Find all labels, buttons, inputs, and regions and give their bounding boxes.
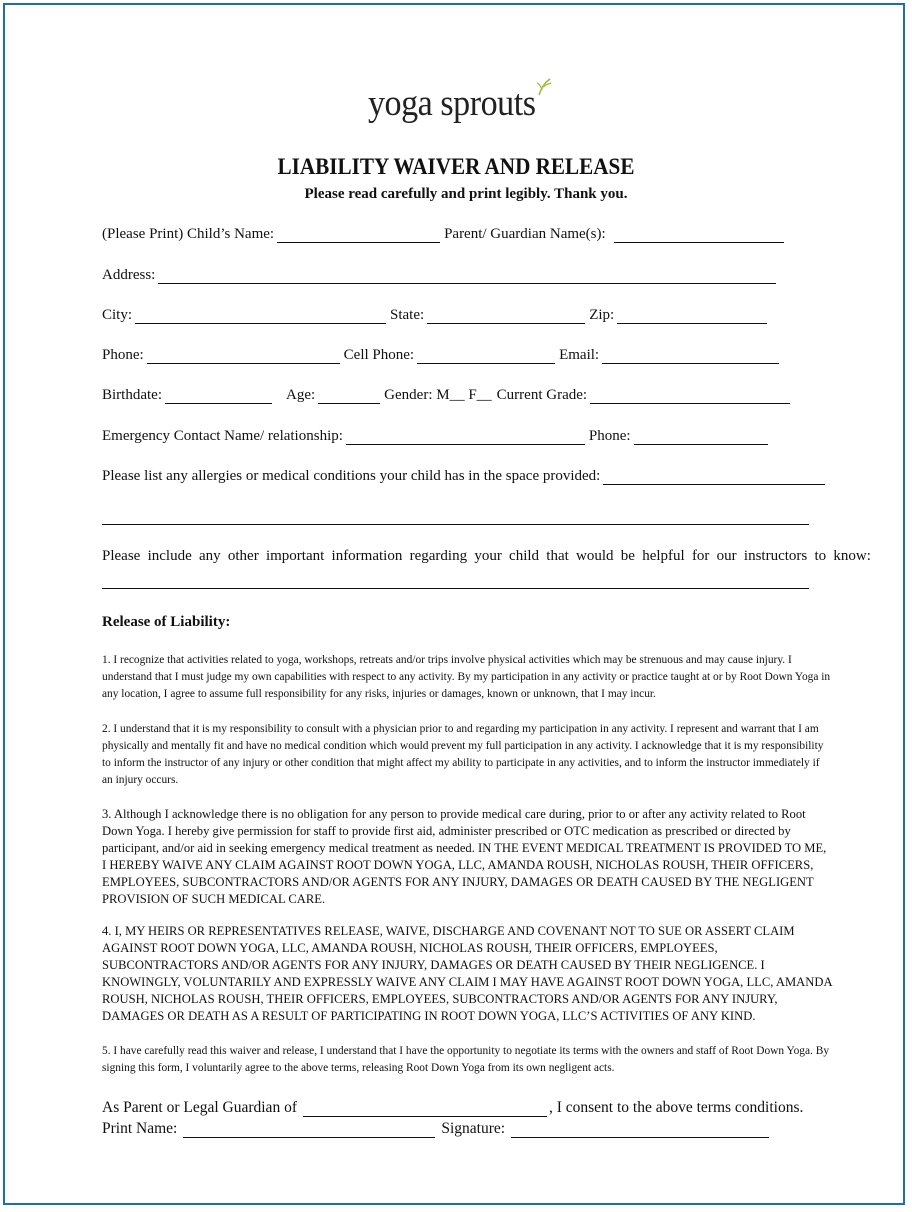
phone-field[interactable] (147, 349, 340, 364)
email-label: Email: (559, 347, 600, 363)
signature-field[interactable] (511, 1123, 769, 1138)
age-field[interactable] (318, 389, 380, 404)
signature-label: Signature: (441, 1120, 506, 1137)
row-names (102, 226, 788, 243)
allergies-extra-line[interactable] (102, 524, 809, 525)
state-label: State: (390, 307, 425, 323)
row-city (102, 307, 771, 324)
logo-text: yoga sprouts (368, 83, 536, 124)
consent-prefix: As Parent or Legal Guardian of (102, 1099, 297, 1116)
row-birthdate (102, 387, 794, 404)
zip-label: Zip: (589, 307, 615, 323)
other-info-label: Please include any other important information regarding your child that would be helpful for our instructors to know: (102, 548, 871, 564)
cell-phone-label: Cell Phone: (343, 347, 415, 363)
city-field[interactable] (135, 309, 386, 324)
cell-phone-field[interactable] (417, 349, 555, 364)
paragraph-2: 2. I understand that it is my responsibility to consult with a physician prior to and regarding my participation in any activity. I represent and warrant that I am physically and mentally fit and have no medical condition which would prevent my full participation in any activity. I acknowledge that it is my responsibility to inform the instructor of any injury or other condition that might affect my ability to participate in any activities, and to inform the instructor immediately if an injury occurs. (102, 723, 824, 786)
signature-row (102, 1120, 773, 1138)
sprout-icon (536, 80, 553, 102)
phone-label: Phone: (102, 347, 144, 363)
birthdate-label: Birthdate: (102, 387, 162, 403)
print-name-field[interactable] (183, 1123, 435, 1138)
current-grade-field[interactable] (590, 389, 790, 404)
allergies-field[interactable] (603, 470, 825, 485)
parent-name-label: Parent/ Guardian Name(s): (444, 226, 606, 242)
other-info-line[interactable] (102, 588, 809, 589)
address-field[interactable] (158, 269, 776, 284)
paragraph-1: 1. I recognize that activities related to yoga, workshops, retreats and/or trips involve physical activities which may be strenuous and may cause injury. I understand that I must judge my own capabilities with respect to any activity. By my participation in any activity or practice taught at or by Root Down Yoga in any location, I agree to assume full responsibility for any risks, injuries or damages, known or unknown, that I may incur. (102, 654, 831, 700)
current-grade-label: Current Grade: (496, 387, 588, 403)
form-subtitle: Please read carefully and print legibly. Thank you. (304, 186, 628, 202)
gender-label[interactable]: Gender: M__ F__ (384, 387, 492, 403)
row-address (102, 267, 780, 284)
minor-name-field[interactable] (303, 1102, 547, 1117)
allergies-label: Please list any allergies or medical conditions your child has in the space provided: (102, 468, 601, 484)
age-label: Age: (286, 387, 316, 403)
consent-suffix: , I consent to the above terms conditions. (548, 1099, 804, 1116)
print-name-label: Print Name: (102, 1120, 178, 1137)
zip-field[interactable] (617, 309, 767, 324)
city-label: City: (102, 307, 133, 323)
row-allergies (102, 468, 829, 485)
address-label: Address: (102, 267, 156, 283)
emergency-contact-field[interactable] (346, 430, 585, 445)
emergency-phone-field[interactable] (634, 430, 768, 445)
birthdate-field[interactable] (165, 389, 272, 404)
logo (368, 82, 552, 125)
child-name-label: (Please Print) Child’s Name: (102, 226, 275, 242)
paragraph-3: 3. Although I acknowledge there is no obligation for any person to provide medical care during, prior to or after any activity related to Root Down Yoga. I hereby give permission for staff to provide first aid, administer prescribed or OTC medication as prescribed or directed by participant, and/or aid in seeking emergency medical treatment as needed. IN THE EVENT MEDICAL TREATMENT IS PROVIDED TO ME, I HEREBY WAIVE ANY CLAIM AGAINST ROOT DOWN YOGA, LLC, AMANDA ROUSH, NICHOLAS ROUSH, THEIR OFFICERS, EMPLOYEES, SUBCONTRACTORS AND/OR AGENTS FOR ANY INJURY, DAMAGES OR DEATH CAUSED BY THE NEGLIGENT PROVISION OF SUCH MEDICAL CARE. (102, 807, 827, 906)
emergency-phone-label: Phone: (588, 428, 631, 444)
emergency-contact-label: Emergency Contact Name/ relationship: (102, 428, 343, 444)
row-other-info (102, 548, 871, 565)
consent-row (102, 1099, 803, 1117)
parent-name-field[interactable] (614, 228, 784, 243)
state-field[interactable] (427, 309, 585, 324)
email-field[interactable] (602, 349, 779, 364)
row-phone (102, 347, 783, 364)
paragraph-5: 5. I have carefully read this waiver and release, I understand that I have the opportunity to negotiate its terms with the owners and staff of Root Down Yoga. By signing this form, I voluntarily agree to the above terms, releasing Root Down Yoga from its own negligent acts. (102, 1045, 830, 1074)
paragraph-4: 4. I, MY HEIRS OR REPRESENTATIVES RELEASE, WAIVE, DISCHARGE AND COVENANT NOT TO SUE OR ASSERT CLAIM AGAINST ROOT DOWN YOGA, LLC, AMANDA ROUSH, NICHOLAS ROUSH, THEIR OFFICERS, EMPLOYEES, SUBCONTRACTORS AND/OR AGENTS FOR ANY INJURY, DAMAGES OR DEATH CAUSED BY THEIR NEGLIGENCE. I KNOWINGLY, VOLUNTARILY AND EXPRESSLY WAIVE ANY CLAIM I MAY HAVE AGAINST ROOT DOWN YOGA, LLC, AMANDA ROUSH, NICHOLAS ROUSH, THEIR OFFICERS, EMPLOYEES, SUBCONTRACTORS AND/OR AGENTS FOR ANY INJURY, DAMAGES OR DEATH AS A RESULT OF PARTICIPATING IN ROOT DOWN YOGA, LLC’S ACTIVITIES OF ANY KIND. (102, 924, 832, 1023)
release-heading: Release of Liability: (102, 614, 231, 630)
child-name-field[interactable] (277, 228, 440, 243)
row-emergency (102, 428, 772, 445)
form-title: LIABILITY WAIVER AND RELEASE (277, 154, 635, 179)
